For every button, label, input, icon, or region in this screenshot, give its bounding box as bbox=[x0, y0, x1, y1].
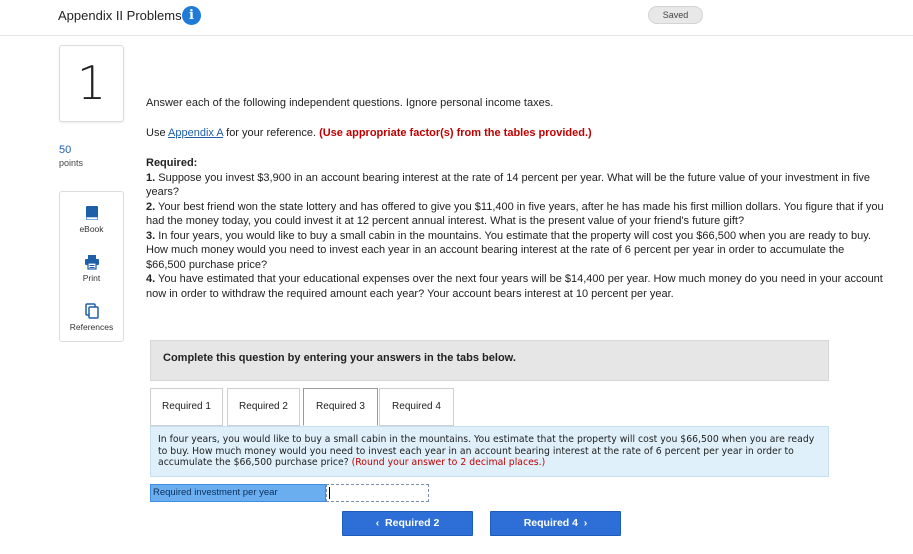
chevron-right-icon: › bbox=[583, 517, 588, 529]
tab-required-4[interactable]: Required 4 bbox=[379, 388, 454, 426]
assignment-title: Appendix II Problems bbox=[58, 8, 182, 23]
use-prefix: Use bbox=[146, 127, 169, 139]
required-item-2: 2. Your best friend won the state lottery and has offered to give you $11,400 in five years, after he has made his first million dollars. You figure that if you had the money today, you could invest it at 12 percent annual interest. What is the present value of your friend's future gift? bbox=[146, 200, 884, 227]
tab-required-2[interactable]: Required 2 bbox=[227, 388, 300, 426]
text-caret bbox=[329, 487, 330, 499]
points-label: points bbox=[59, 158, 84, 168]
info-icon[interactable]: i bbox=[182, 6, 201, 25]
next-button-label: Required 4 bbox=[523, 517, 578, 529]
book-icon bbox=[84, 205, 100, 221]
rounding-instruction: (Round your answer to 2 decimal places.) bbox=[348, 457, 546, 469]
saved-badge: Saved bbox=[648, 6, 703, 24]
tools-panel bbox=[59, 191, 124, 342]
intro-text: Answer each of the following independent questions. Ignore personal income taxes. bbox=[146, 97, 554, 109]
question-number: 1 bbox=[76, 56, 107, 110]
appendix-a-link[interactable]: Appendix A bbox=[168, 127, 224, 139]
tab-required-3[interactable]: Required 3 bbox=[303, 388, 378, 426]
next-required-button[interactable] bbox=[490, 511, 621, 536]
tab-required-1[interactable]: Required 1 bbox=[150, 388, 223, 426]
complete-instruction-box bbox=[150, 340, 829, 381]
use-suffix: for your reference. bbox=[223, 127, 320, 139]
required-section bbox=[146, 156, 886, 301]
references-button[interactable] bbox=[60, 303, 123, 332]
reference-instruction bbox=[146, 127, 592, 139]
ebook-button[interactable] bbox=[60, 205, 123, 234]
printer-icon bbox=[84, 254, 100, 270]
ebook-label: eBook bbox=[79, 224, 104, 234]
required-item-4: 4. You have estimated that your educational expenses over the next four years will be $14,400 per year. How much money do you need in your account now in order to withdraw the required amount each year? Your account bears interest at 10 percent per year. bbox=[146, 273, 883, 300]
tab-question-text bbox=[150, 426, 829, 477]
references-label: References bbox=[69, 322, 114, 332]
required-item-1: 1. Suppose you invest $3,900 in an account bearing interest at the rate of 14 percent per year. What will be the future value of your investment in five years? bbox=[146, 171, 870, 198]
prev-button-label: Required 2 bbox=[385, 517, 440, 529]
references-icon bbox=[84, 303, 100, 319]
print-label: Print bbox=[82, 273, 101, 283]
tab-question-body: In four years, you would like to buy a small cabin in the mountains. You estimate that the property will cost you $66,500 when you are ready to buy. How much money would you need to invest each year in an account bearing interest at the rate of 6 percent per year in order to accumulate the $66,500 purchase price? bbox=[158, 434, 815, 469]
prev-required-button[interactable] bbox=[342, 511, 473, 536]
factor-instruction: (Use appropriate factor(s) from the tables provided.) bbox=[319, 127, 592, 139]
question-number-box bbox=[59, 45, 124, 122]
points-value: 50 bbox=[59, 144, 72, 156]
required-investment-input[interactable] bbox=[326, 484, 429, 502]
required-item-3: 3. In four years, you would like to buy a small cabin in the mountains. You estimate that the property will cost you $66,500 when you are ready to buy. How much money would you need to invest each year in an account bearing interest at the rate of 6 percent per year in order to accumulate the $66,500 purchase price? bbox=[146, 229, 872, 271]
top-bar bbox=[0, 0, 913, 36]
print-button[interactable] bbox=[60, 254, 123, 283]
answer-label: Required investment per year bbox=[150, 484, 326, 502]
complete-instruction: Complete this question by entering your answers in the tabs below. bbox=[163, 352, 516, 364]
required-heading: Required: bbox=[146, 157, 198, 169]
chevron-left-icon: ‹ bbox=[375, 517, 380, 529]
